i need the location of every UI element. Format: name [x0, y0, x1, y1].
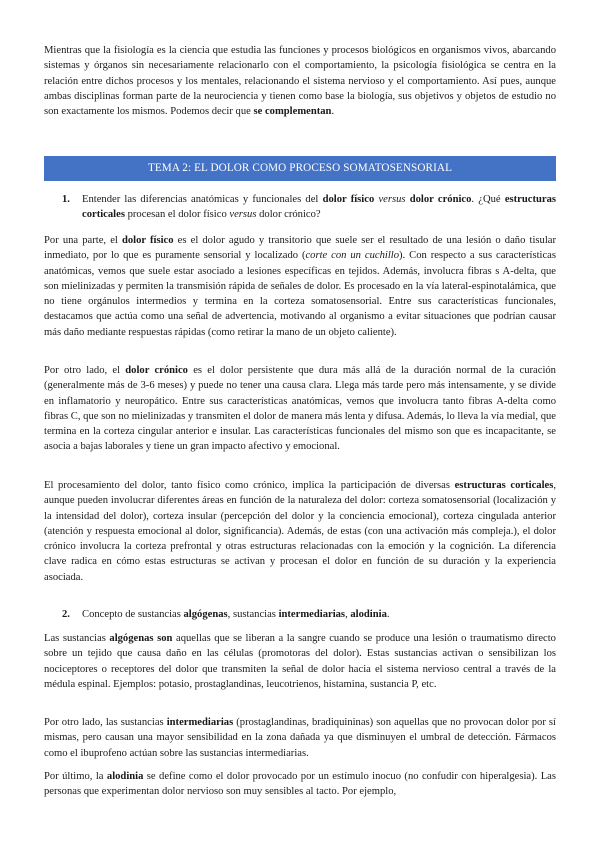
bold-term: son: [157, 633, 173, 644]
q2-bold: algógenas: [183, 609, 228, 620]
q1-bold: estructuras corticales: [82, 194, 557, 221]
text: , aunque pueden involucrar diferentes áreas en función de la naturaleza del dolor: corteza somatosensorial (localización y la intensidad del dolor), corteza insular (percepción del dolor y la conciencia emocional), corteza cingulada anterior (atención y respuesta emocional al dolor, significancia). Además, de estas (con una activación más compleja.), el dolor crónico involucra la corteza prefrontal y otras estructuras relacionadas con la emoción y la cognición. La diferencia clave radica en cómo estas estructuras se activan y procesan el dolor en función de su duración y la experiencia asociada.: [44, 480, 556, 583]
question-2-text: [82, 607, 556, 622]
paragraph-dolor-fisico: [44, 233, 556, 340]
q2-bold: alodinia: [350, 609, 387, 620]
q1-part: . ¿Qué: [471, 194, 505, 205]
q1-bold: dolor crónico: [409, 194, 472, 205]
text: es el dolor persistente que dura más allá de la duración normal de la curación (generalmente más de 3-6 meses) y puede no tener una causa clara. Llega más tarde pero más intensamente, y se divide en inflamatorio y neuropático. Entre sus características anatómicas, vemos que involucra tanto fibras A-delta como fibras C, que son no mielinizadas y transmiten el dolor de manera más lenta y difusa. Además, lo lleva la vía medial, que termina en la corteza cingular anterior e insular. Las características funcionales del mismo son que es incapacitante, se asocia a bajas laborales y tiene un gran impacto afectivo y emocional.: [44, 365, 556, 453]
intro-paragraph: [44, 43, 556, 119]
text: aquellas que se liberan a la sangre cuando se produce una lesión o traumatismo directo sobre un tejido que causa daño en las células (promotoras del dolor). Estas sustancias activan o sensibilizan los nociceptores o receptores del dolor que transmiten la señal de dolor hacia el sistema nervioso central a través de la médula espinal. Ejemplos: potasio, prostaglandinas, leucotrienos, histamina, sustancia P, etc.: [44, 633, 556, 690]
q2-part: Concepto de sustancias: [82, 609, 184, 620]
text: ). Con respecto a sus características anatómicas, vemos que suele estar asociado a lesiones específicas en tejidos. Además, involucra fibras s A-delta, que son mielinizadas y permiten la transmisión rápida de señales de dolor. Es procesado en la vía lateral-espinotalámica, que no tiene orgánulos intermedios y termina en la corteza somatosensorial. Entre sus características funcionales, destacamos que actúa como una señal de advertencia, motivando al organismo a evitar situaciones que podrían causar más daño mediante respuestas rápidas (como retirar la mano de un objeto caliente).: [44, 250, 556, 338]
text: Las sustancias: [44, 633, 110, 644]
q1-bold: dolor físico: [322, 194, 375, 205]
italic-example: corte con un cuchillo: [305, 250, 400, 262]
paragraph-algogenas: [44, 631, 556, 692]
q2-bold: intermediarias: [278, 609, 346, 620]
section-title-band: [44, 156, 556, 181]
q1-italic: versus: [229, 209, 257, 221]
text: Por una parte, el: [44, 235, 122, 246]
q2-part: , sustancias: [227, 609, 279, 620]
bold-term: estructuras corticales: [454, 480, 554, 491]
question-2-number: 2.: [62, 609, 70, 620]
text: El procesamiento del dolor, tanto físico como crónico, implica la participación de diversas: [44, 480, 455, 491]
bold-term: alodinia: [106, 771, 144, 782]
paragraph-intermediarias: [44, 715, 556, 761]
text: Por último, la: [44, 771, 107, 782]
text: se define como el dolor provocado por un estímulo inocuo (no confudir con hiperalgesia). Las personas que experimentan dolor nervioso son muy sensibles al tacto. Por ejemplo,: [44, 771, 556, 798]
q2-part: .: [386, 609, 390, 620]
bold-term: dolor crónico: [125, 365, 188, 376]
paragraph-alodinia: [44, 769, 556, 800]
q1-italic: versus: [378, 194, 406, 205]
bold-term: intermediarias: [166, 717, 234, 728]
text: Por otro lado, el: [44, 365, 126, 376]
q2-part: ,: [345, 609, 351, 620]
text: es el dolor agudo y transitorio que suele ser el resultado de una lesión o daño tisular inmediato, por lo que es puramente sensorial y localizado (: [44, 235, 557, 262]
intro-text: Mientras que la fisiología es la ciencia que estudia las funciones y procesos biológicos en organismos vivos, abarcando sistemas y órganos sin necesariamente relacionarlo con el comportamiento, la psicología fisiológica se centra en la relación entre dichos procesos y los mentales, relacionando el sistema nervioso y el comportamiento. Así pues, aunque ambas disciplinas forman parte de la neurociencia y tienen como base la biología, sus objetivos y objetos de estudio no son exactamente los mismos. Podemos decir que: [44, 45, 556, 118]
question-1-number: 1.: [62, 194, 70, 205]
q1-part: dolor crónico?: [256, 209, 321, 221]
paragraph-procesamiento: [44, 478, 556, 585]
q1-part: Entender las diferencias anatómicas y funcionales del: [82, 194, 323, 205]
bold-term: algógenas: [109, 633, 154, 644]
q1-part: procesan el dolor físico: [124, 209, 230, 221]
paragraph-dolor-cronico: [44, 363, 556, 455]
text: (prostaglandinas, bradiquininas) son aquellas que no provocan dolor por sí mismas, pero causan una mayor sensibilidad en la zona dañada ya que disminuyen el umbral de detección. Fármacos como el ibuprofeno actúan sobre las sustancias intermediarias.: [44, 717, 556, 759]
bold-term: dolor físico: [121, 235, 174, 246]
question-1: [62, 192, 556, 223]
intro-end: .: [331, 106, 335, 118]
question-1-text: [82, 192, 556, 223]
text: Por otro lado, las sustancias: [44, 717, 167, 728]
section-title: TEMA 2: EL DOLOR COMO PROCESO SOMATOSENSORIAL: [147, 161, 453, 174]
question-2: [62, 607, 556, 622]
intro-bold: se complementan: [253, 106, 332, 118]
